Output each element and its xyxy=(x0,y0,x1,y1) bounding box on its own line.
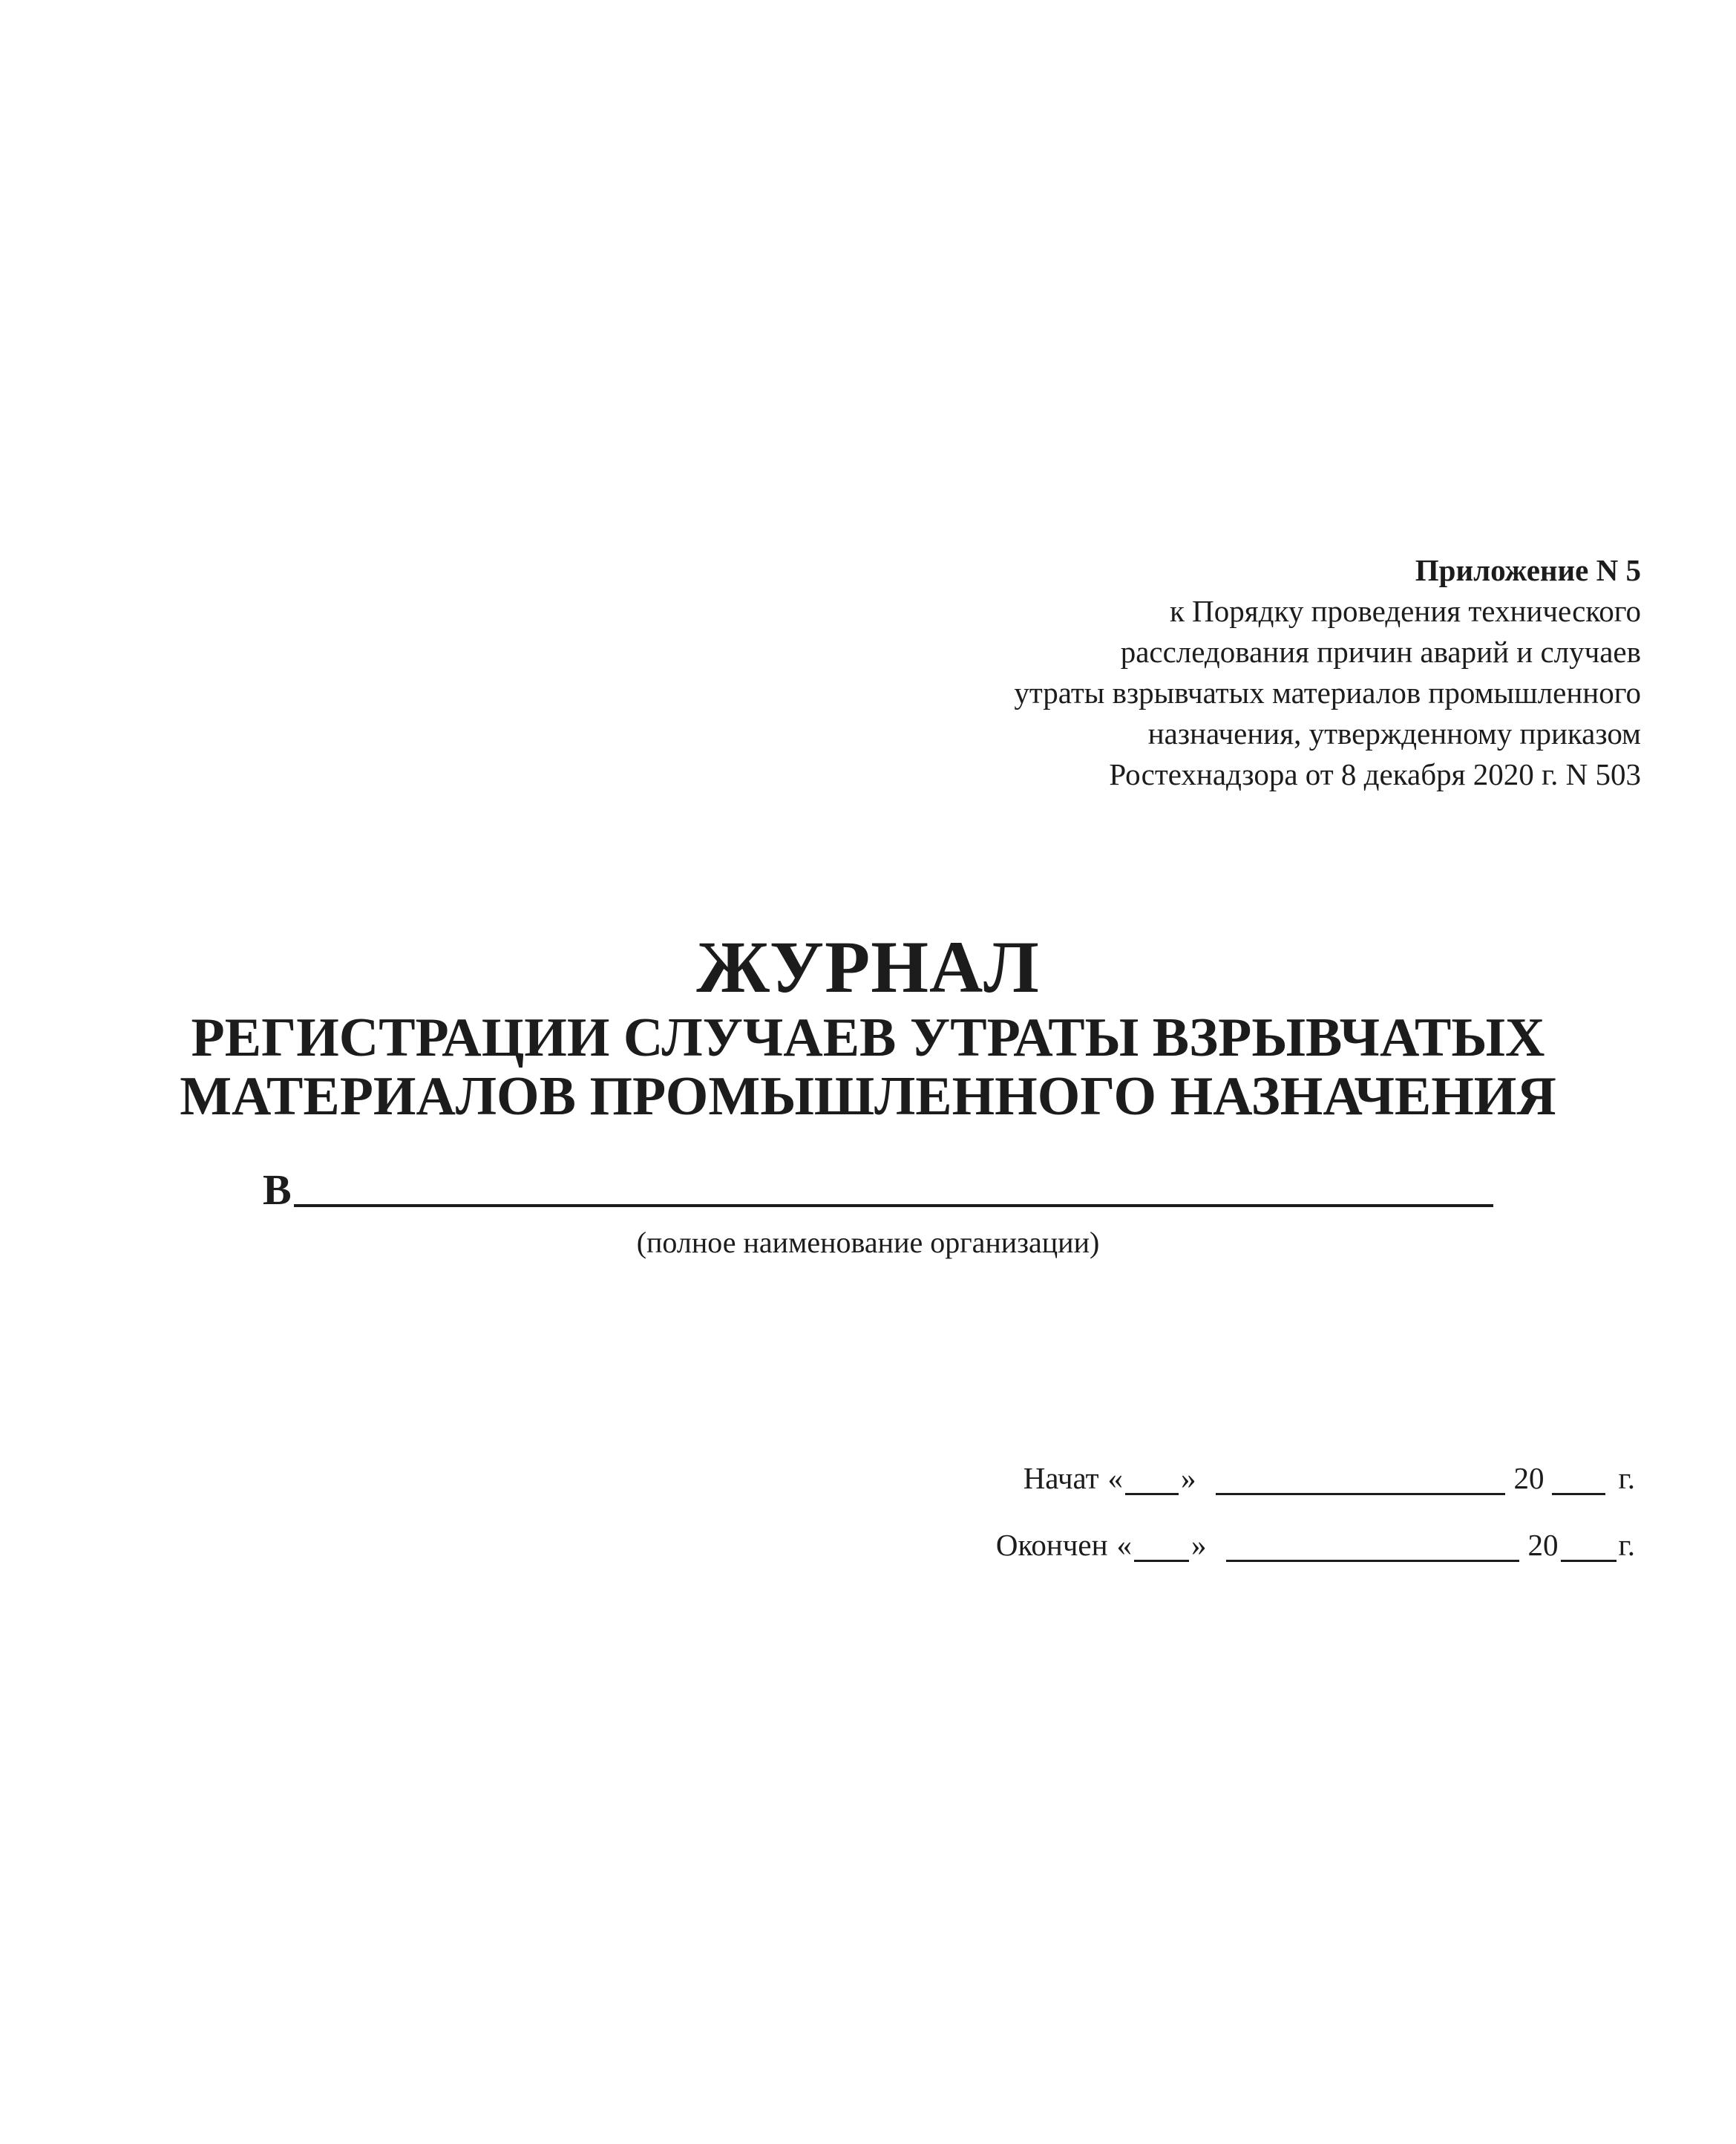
started-row xyxy=(1023,1460,1635,1497)
year-blank-line xyxy=(1561,1560,1617,1562)
century-prefix: 20 xyxy=(1527,1528,1559,1562)
century-prefix: 20 xyxy=(1513,1461,1545,1495)
year-suffix: г. xyxy=(1618,1461,1635,1495)
organization-blank-line xyxy=(294,1204,1493,1207)
journal-title-block xyxy=(0,926,1736,1126)
organization-row xyxy=(263,1163,1493,1214)
open-quote: « xyxy=(1116,1528,1133,1562)
year-suffix: г. xyxy=(1618,1528,1635,1562)
appendix-line: назначения, утвержденному приказом xyxy=(1147,716,1641,751)
finished-label: Окончен xyxy=(995,1528,1108,1562)
started-label: Начат xyxy=(1023,1461,1099,1495)
appendix-block xyxy=(1014,550,1641,795)
organization-prefix: В xyxy=(263,1166,292,1214)
appendix-line: к Порядку проведения технического xyxy=(1170,594,1641,628)
year-blank-line xyxy=(1552,1493,1605,1495)
appendix-line: утраты взрывчатых материалов промышленного xyxy=(1014,676,1641,710)
day-blank-line xyxy=(1134,1560,1189,1562)
close-quote: » xyxy=(1191,1528,1207,1562)
appendix-line: расследования причин аварий и случаев xyxy=(1120,635,1641,669)
month-blank-line xyxy=(1226,1560,1519,1562)
organization-caption: (полное наименование организации) xyxy=(636,1226,1100,1259)
open-quote: « xyxy=(1107,1461,1124,1495)
day-blank-line xyxy=(1125,1493,1179,1495)
month-blank-line xyxy=(1216,1493,1505,1495)
close-quote: » xyxy=(1181,1461,1196,1495)
finished-row xyxy=(996,1526,1635,1563)
journal-subtitle-line-2: МАТЕРИАЛОВ ПРОМЫШЛЕННОГО НАЗНАЧЕНИЯ xyxy=(180,1066,1556,1127)
appendix-number: Приложение N 5 xyxy=(1415,553,1641,587)
journal-subtitle-line-1: РЕГИСТРАЦИИ СЛУЧАЕВ УТРАТЫ ВЗРЫВЧАТЫХ xyxy=(191,1007,1545,1068)
journal-title: ЖУРНАЛ xyxy=(696,926,1040,1008)
appendix-line: Ростехнадзора от 8 декабря 2020 г. N 503 xyxy=(1109,757,1641,791)
